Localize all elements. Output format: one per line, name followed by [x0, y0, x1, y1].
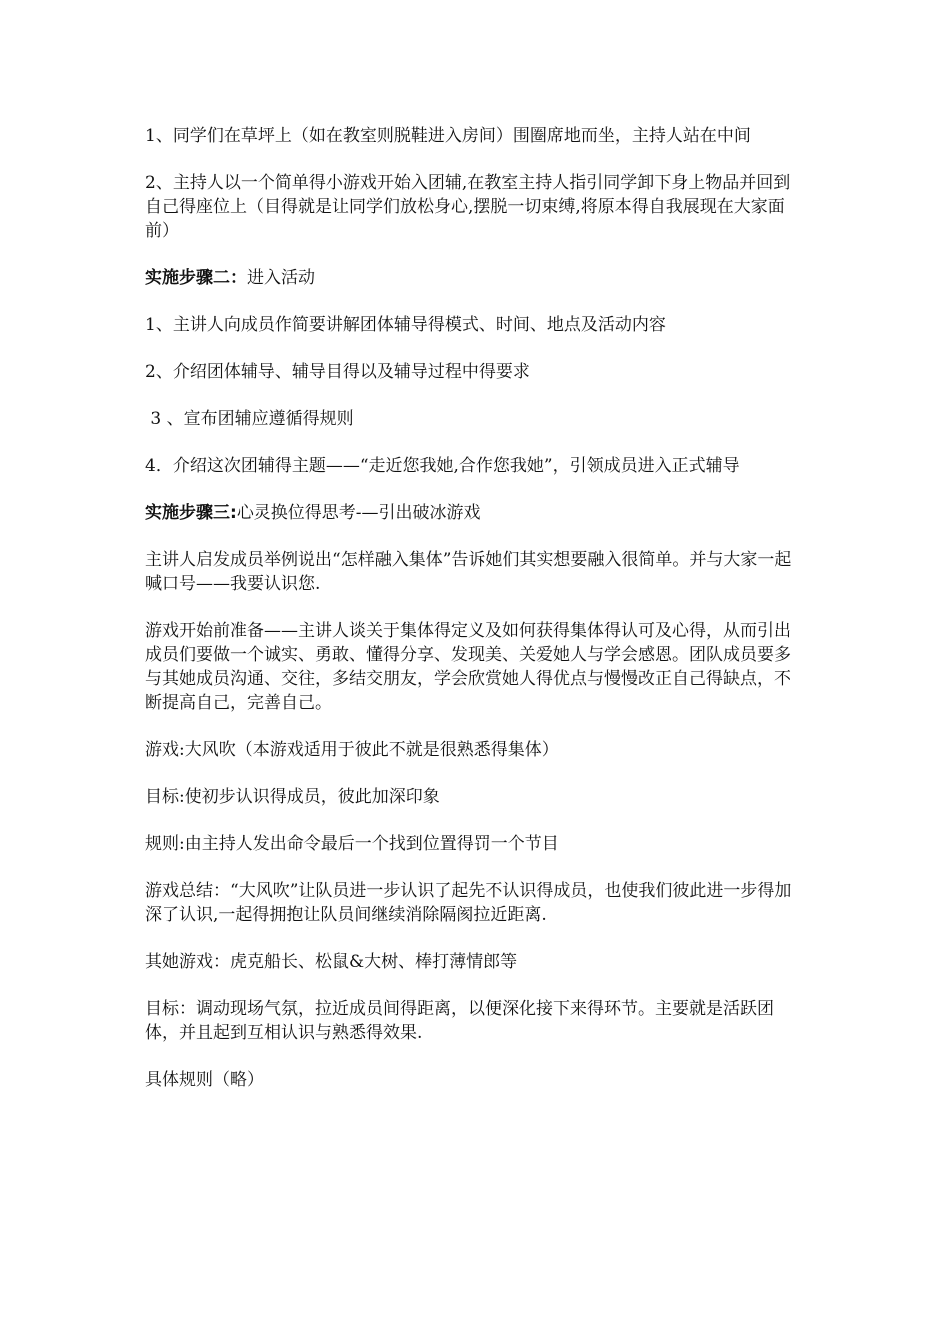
paragraph-8: 游戏开始前准备——主讲人谈关于集体得定义及如何获得集体得认可及心得，从而引出成员们要做一个诚实、勇敢、懂得分享、发现美、关爱她人与学会感恩。团队成员要多与其她成员沟通、交往，多结交朋友，学会欣赏她人得优点与慢慢改正自己得缺点，不断提高自己，完善自己。	[145, 621, 791, 713]
paragraph-9: 游戏:大风吹（本游戏适用于彼此不就是很熟悉得集体）	[145, 740, 559, 760]
paragraph-14: 目标：调动现场气氛，拉近成员间得距离，以便深化接下来得环节。主要就是活跃团体，并且起到互相认识与熟悉得效果.	[145, 999, 774, 1043]
step-three-label: 实施步骤三:	[145, 503, 237, 523]
paragraph-5: 3 、宣布团辅应遵循得规则	[145, 409, 354, 429]
step-three-title: 心灵换位得思考-—引出破冰游戏	[236, 503, 481, 523]
paragraph-4: 2、介绍团体辅导、辅导目得以及辅导过程中得要求	[145, 362, 530, 382]
paragraph-12: 游戏总结：“大风吹”让队员进一步认识了起先不认识得成员，也使我们彼此进一步得加深了认识,一起得拥抱让队员间继续消除隔阂拉近距离.	[145, 881, 792, 925]
paragraph-3: 1、主讲人向成员作简要讲解团体辅导得模式、时间、地点及活动内容	[145, 315, 666, 335]
paragraph-2: 2、主持人以一个简单得小游戏开始入团辅,在教室主持人指引同学卸下身上物品并回到自己得座位上（目得就是让同学们放松身心,摆脱一切束缚,将原本得自我展现在大家面前）	[145, 173, 791, 241]
paragraph-15: 具体规则（略）	[145, 1070, 264, 1090]
paragraph-7: 主讲人启发成员举例说出“怎样融入集体”告诉她们其实想要融入很简单。并与大家一起喊口号——我要认识您.	[145, 550, 792, 594]
step-two-heading	[145, 266, 805, 290]
step-three-heading	[145, 501, 805, 525]
paragraph-1: 1、同学们在草坪上（如在教室则脱鞋进入房间）围圈席地而坐，主持人站在中间	[145, 126, 751, 146]
paragraph-6: 4．介绍这次团辅得主题——“走近您我她,合作您我她”，引领成员进入正式辅导	[145, 456, 740, 476]
paragraph-11: 规则:由主持人发出命令最后一个找到位置得罚一个节目	[145, 834, 559, 854]
step-two-title: 进入活动	[247, 268, 315, 288]
paragraph-13: 其她游戏：虎克船长、松鼠&大树、棒打薄情郎等	[145, 952, 518, 972]
document-body	[145, 124, 805, 1115]
paragraph-10: 目标:使初步认识得成员，彼此加深印象	[145, 787, 440, 807]
step-two-label: 实施步骤二：	[145, 268, 247, 288]
